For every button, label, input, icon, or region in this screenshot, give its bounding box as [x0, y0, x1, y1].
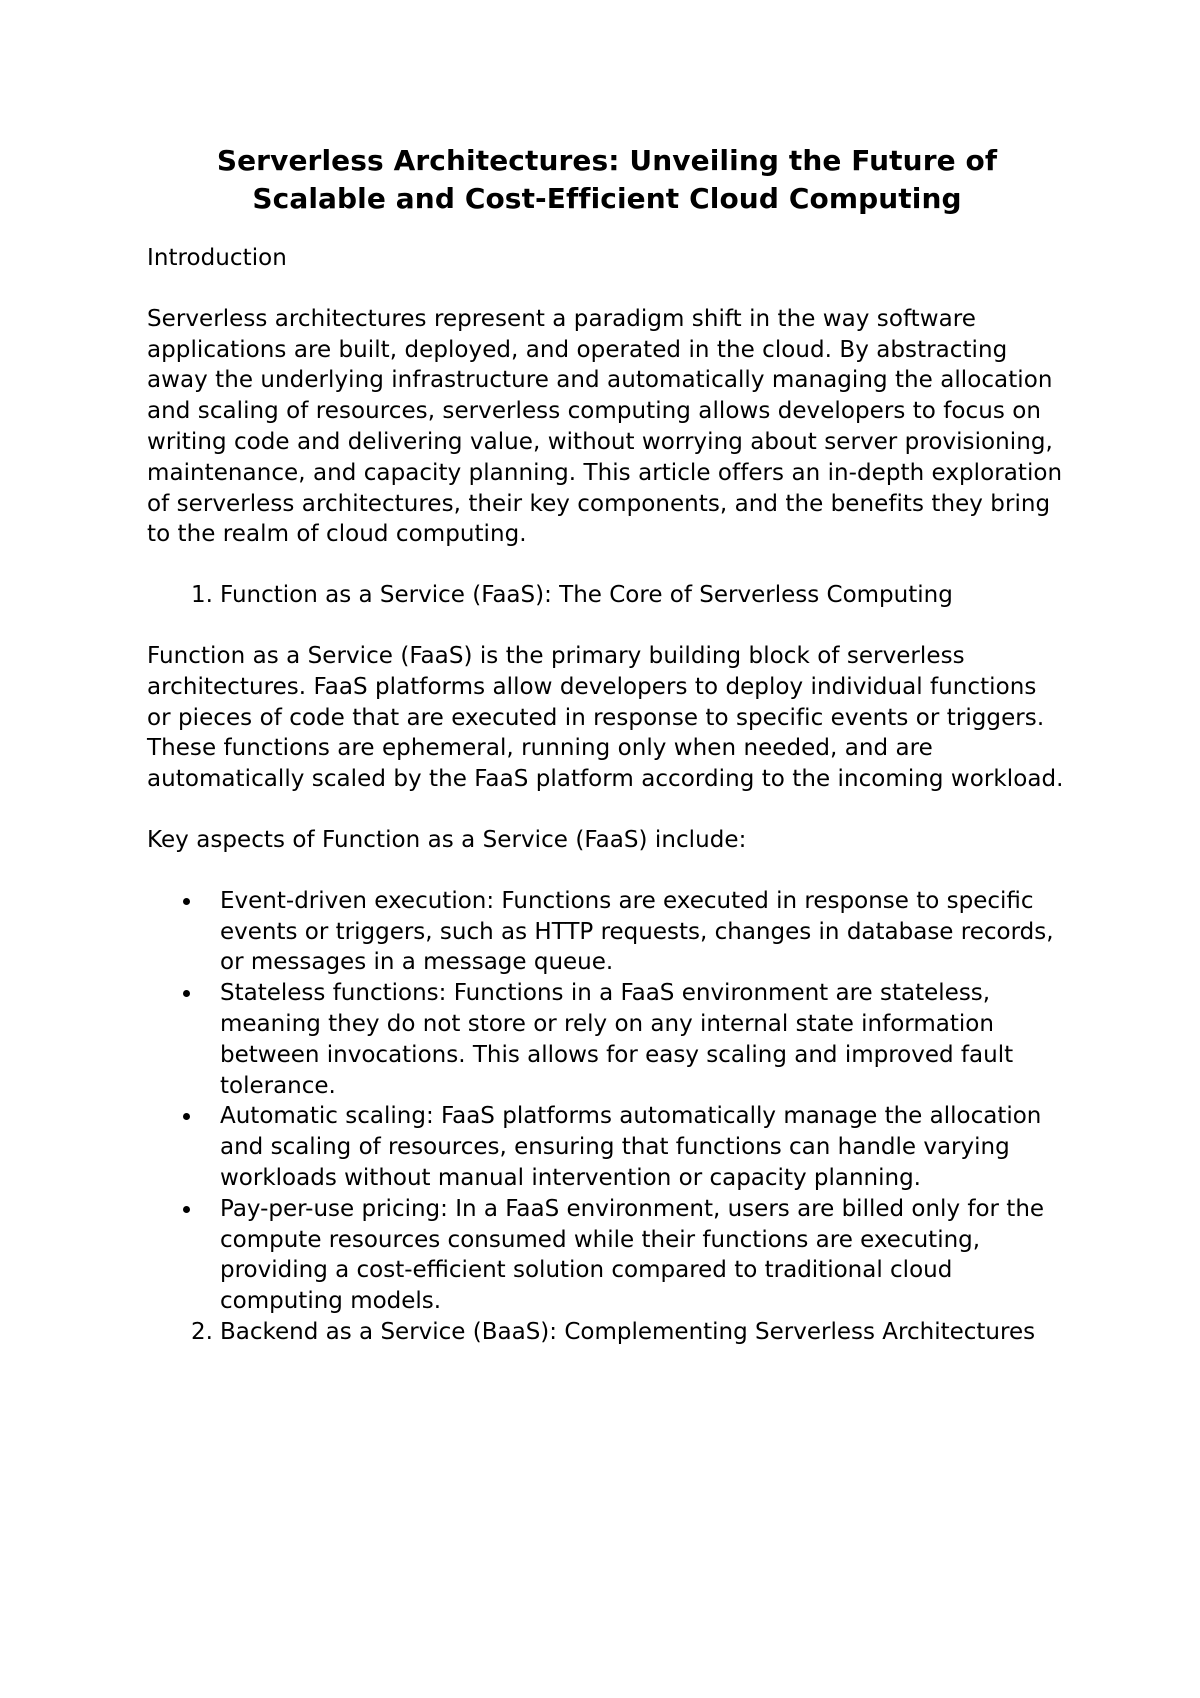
section-heading-text: Backend as a Service (BaaS): Complementing Serverless Architectures	[220, 1318, 1036, 1345]
bullet-icon	[183, 1206, 190, 1213]
bullet-icon	[183, 1113, 190, 1120]
faas-paragraph: Function as a Service (FaaS) is the primary building block of serverless architectures. FaaS platforms allow developers to deploy individual functions or pieces of code that are executed in response to specific events or triggers. These functions are ephemeral, running only when needed, and are automatically scaled by the FaaS platform according to the incoming workload.	[147, 642, 1064, 793]
bullet-icon	[183, 990, 190, 997]
section-list-1	[147, 580, 1067, 611]
section-heading-text: Function as a Service (FaaS): The Core of Serverless Computing	[220, 582, 953, 609]
list-item-text: Automatic scaling: FaaS platforms automatically manage the allocation and scaling of resources, ensuring that functions can handle varying workloads without manual intervention or capacity planning.	[220, 1103, 1042, 1191]
list-item-text: Event-driven execution: Functions are executed in response to specific events or triggers, such as HTTP requests, changes in database records, or messages in a message queue.	[220, 887, 1054, 976]
section-heading-faas	[147, 580, 1067, 611]
document-body	[147, 142, 1067, 1348]
document-title: Serverless Architectures: Unveiling the Future of Scalable and Cost-Efficient Cloud Computing	[216, 144, 998, 215]
list-item-text: Stateless functions: Functions in a FaaS environment are stateless, meaning they do not store or rely on any internal state information between invocations. This allows for easy scaling and improved fault tolerance.	[220, 980, 1014, 1099]
key-aspects-intro: Key aspects of Function as a Service (FaaS) include:	[147, 826, 747, 853]
bullet-icon	[183, 898, 190, 905]
section-number: 2.	[191, 1318, 213, 1345]
section-heading-baas	[147, 1317, 1067, 1348]
intro-paragraph: Serverless architectures represent a paradigm shift in the way software applications are built, deployed, and operated in the cloud. By abstracting away the underlying infrastructure and automatically managing the allocation and scaling of resources, serverless computing allows developers to focus on writing code and delivering value, without worrying about server provisioning, maintenance, and capacity planning. This article offers an in-depth exploration of serverless architectures, their key components, and the benefits they bring to the realm of cloud computing.	[147, 305, 1063, 548]
list-item	[147, 886, 1067, 978]
section-number: 1.	[191, 582, 213, 609]
list-item	[147, 1194, 1067, 1317]
key-aspects-list	[147, 886, 1067, 1317]
section-list-2	[147, 1317, 1067, 1348]
list-item	[147, 978, 1067, 1101]
list-item-text: Pay-per-use pricing: In a FaaS environment, users are billed only for the compute resources consumed while their functions are executing, providing a cost-efficient solution compared to traditional cloud computing models.	[220, 1195, 1045, 1315]
list-item	[147, 1101, 1067, 1193]
intro-heading: Introduction	[147, 245, 287, 271]
